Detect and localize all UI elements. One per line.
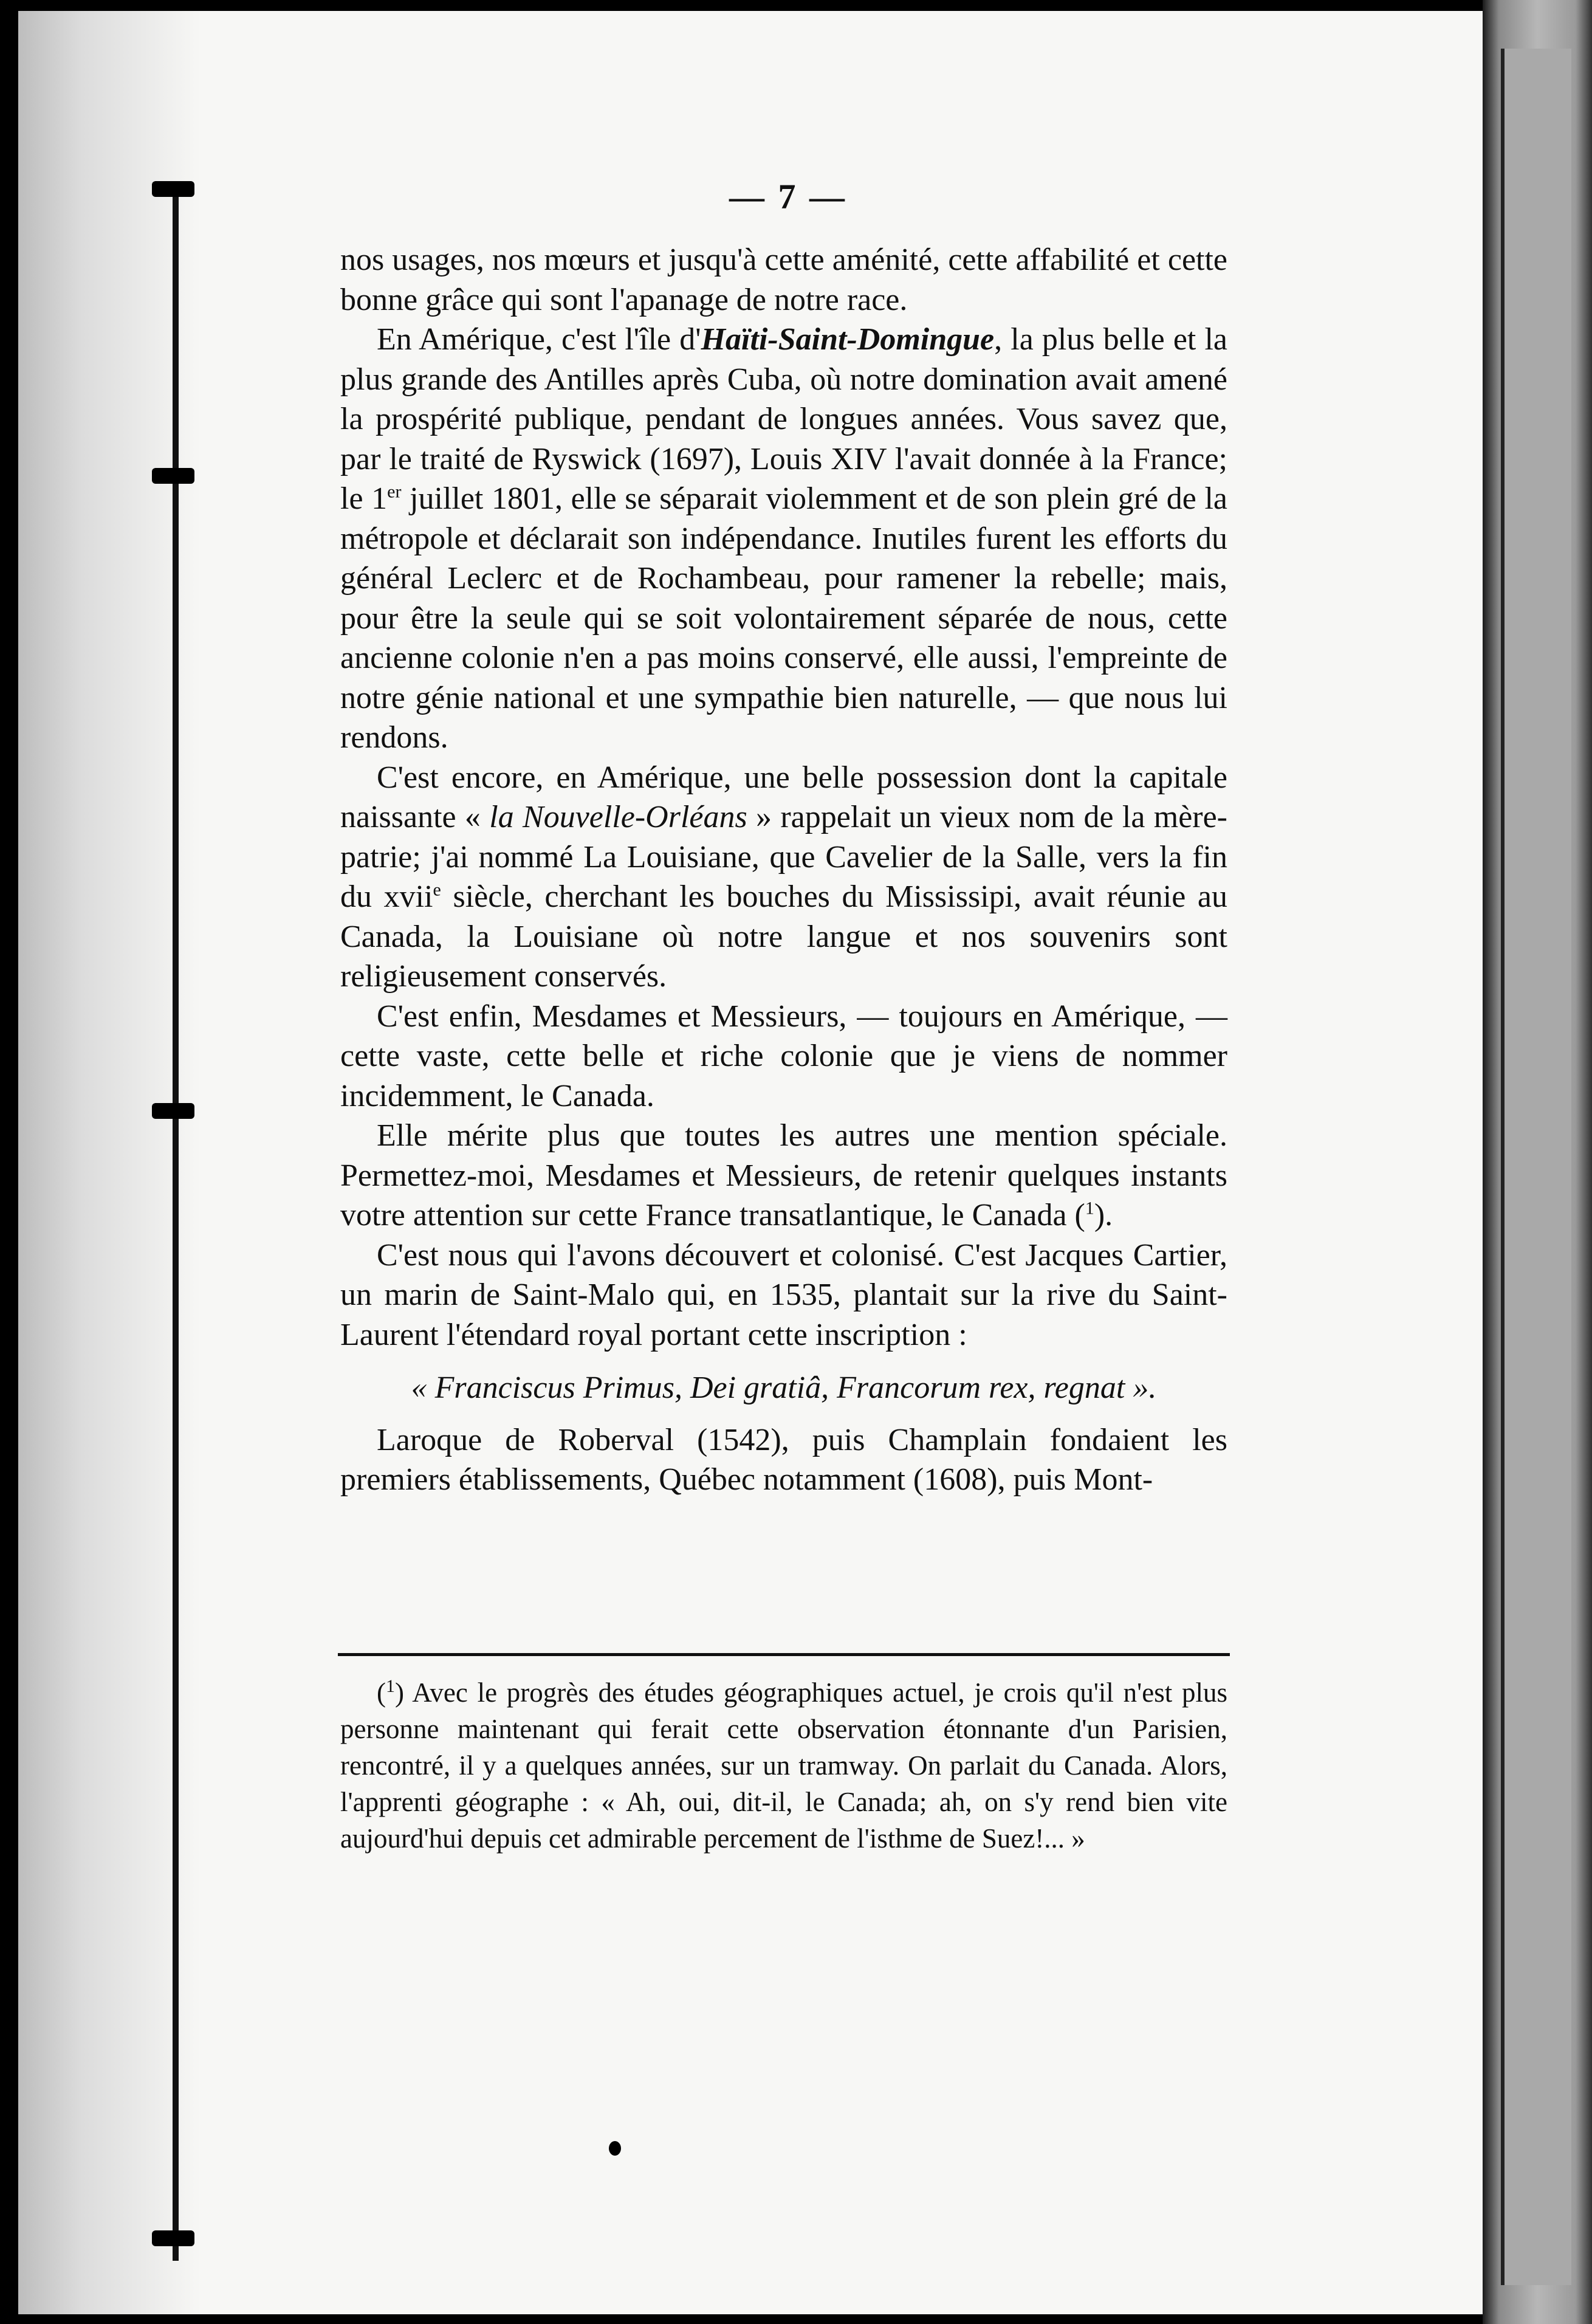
binding-stitch-bottom (152, 2230, 194, 2246)
paragraph (340, 758, 1227, 997)
paragraph (340, 1420, 1227, 1500)
binding-stitch-middle (152, 1103, 194, 1119)
footnote-rule (338, 1653, 1230, 1656)
paragraph (340, 320, 1227, 758)
superscript: 1 (386, 1676, 395, 1696)
text-run: « (411, 1370, 435, 1405)
text-run: Laroque de Roberval (1542), puis Champlain fondaient les premiers établissements, Québec notamment (1608), puis Mont- (340, 1422, 1227, 1497)
text-run: nos usages, nos mœurs et jusqu'à cette aménité, cette affabilité et cette bonne grâce qui sont l'apanage de notre race. (340, 242, 1227, 317)
superscript: 1 (1085, 1198, 1094, 1219)
superscript: er (387, 481, 402, 502)
text-run: juillet 1801, elle se séparait violemment et de son plein gré de la métropole et déclarait son indépendance. Inutiles furent les efforts du général Leclerc et de Rochambeau, pour ramener la rebelle; mais, pour être la seule qui se soit volontairement séparée de nous, cette ancienne colonie n'en a pas moins conservé, elle aussi, l'empreinte de notre génie national et une sympathie bien naturelle, — que nous lui rendons. (340, 481, 1227, 755)
superscript: e (433, 879, 441, 900)
text-run: Elle mérite plus que toutes les autres une mention spéciale. Permettez-moi, Mesdames et Messieurs, de retenir quelques instants votre attention sur cette France transatlantique, le Canada ( (340, 1118, 1227, 1232)
text-run: ). (1094, 1198, 1113, 1232)
paragraph (340, 1236, 1227, 1355)
text-run: En Amérique, c'est l'île d' (377, 322, 701, 357)
footnote-paragraph (340, 1674, 1227, 1857)
text-run: ( (377, 1677, 386, 1708)
text-run: C'est encore, en Amérique, une belle possession dont la capitale naissante « (340, 760, 1227, 834)
text-run: , la plus belle et la plus grande des Antilles après Cuba, où notre domination avait amené la prospérité publique, pendant de longues années. Vous savez que, par le traité de Ryswick (1697), Louis XIV l'avait donnée à la France; le 1 (340, 322, 1227, 516)
binding-stitch-upper (152, 468, 194, 484)
adjacent-leaf-edge-inner (1501, 49, 1571, 2285)
binding-stitch-line (173, 182, 179, 2261)
paragraph (340, 1116, 1227, 1236)
text-run: C'est enfin, Mesdames et Messieurs, — toujours en Amérique, — cette vaste, cette belle et riche colonie que je viens de nommer incidemment, le Canada. (340, 999, 1227, 1113)
text-run: C'est nous qui l'avons découvert et colonisé. C'est Jacques Cartier, un marin de Saint-Malo qui, en 1535, plantait sur la rive du Saint-Laurent l'étendard royal portant cette inscription : (340, 1237, 1227, 1352)
paragraph (340, 997, 1227, 1116)
page-number: — 7 — (729, 177, 847, 216)
body-text (340, 240, 1227, 1500)
text-run: ». (1125, 1370, 1157, 1405)
ink-dot (609, 2141, 621, 2156)
emphasis-text: Franciscus Primus, Dei gratiâ, Francorum rex, regnat (434, 1370, 1125, 1405)
latin-inscription (340, 1368, 1227, 1408)
text-run: » rappelait un vieux nom de la mère-patrie; j'ai nommé La Louisiane, que Cavelier de la Salle, vers la fin du xvii (340, 800, 1227, 914)
emphasis-text: Haïti-Saint-Domingue (701, 322, 995, 357)
binding-stitch-top (152, 181, 194, 197)
text-run: ) Avec le progrès des études géographiques actuel, je crois qu'il n'est plus personne maintenant qui ferait cette observation étonnante d'un Parisien, rencontré, il y a quelques années, sur un tramway. On parlait du Canada. Alors, l'apprenti géographe : « Ah, oui, dit-il, le Canada; ah, on s'y rend bien vite aujourd'hui depuis cet admirable percement de l'isthme de Suez!... » (340, 1677, 1227, 1854)
emphasis-text: la Nouvelle-Orléans (489, 800, 747, 834)
paragraph (340, 240, 1227, 320)
text-run: siècle, cherchant les bouches du Mississipi, avait réunie au Canada, la Louisiane où notre langue et nos souvenirs sont religieusement conservés. (340, 879, 1227, 994)
footnote (340, 1674, 1227, 1857)
